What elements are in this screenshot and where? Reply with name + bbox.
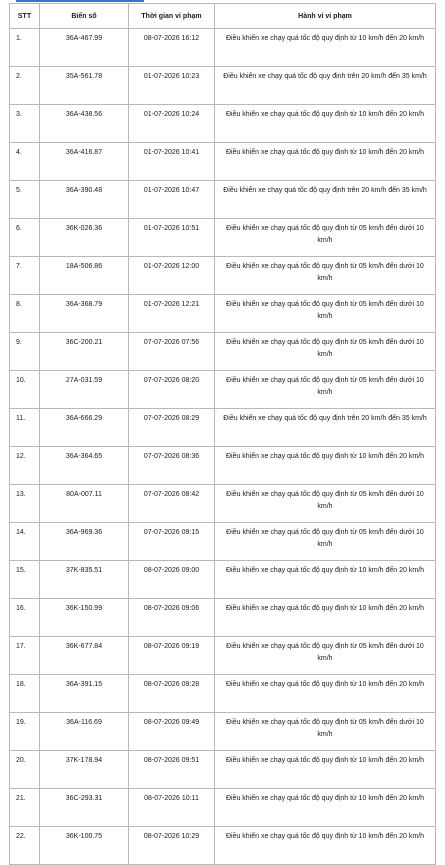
violation-description: Điều khiển xe chạy quá tốc độ quy định từ 10 km/h đến 20 km/h [215, 143, 436, 181]
violation-time: 01-07-2026 10:51 [129, 219, 215, 257]
row-index: 14. [10, 523, 40, 561]
violation-time: 08-07-2026 10:11 [129, 789, 215, 827]
violation-description: Điều khiển xe chạy quá tốc độ quy định từ 10 km/h đến 20 km/h [215, 827, 436, 865]
license-plate: 37K-835.51 [40, 561, 129, 599]
table-row [10, 105, 436, 143]
license-plate: 36K-677.84 [40, 637, 129, 675]
license-plate: 36C-293.31 [40, 789, 129, 827]
license-plate: 36A-969.36 [40, 523, 129, 561]
table-row [10, 561, 436, 599]
violation-description: Điều khiển xe chạy quá tốc độ quy định từ 05 km/h đến dưới 10 km/h [215, 523, 436, 561]
table-row [10, 485, 436, 523]
license-plate: 36K-026.36 [40, 219, 129, 257]
table-row [10, 713, 436, 751]
license-plate: 36A-116.69 [40, 713, 129, 751]
table-row [10, 637, 436, 675]
row-index: 7. [10, 257, 40, 295]
violation-time: 08-07-2026 10:29 [129, 827, 215, 865]
table-row [10, 181, 436, 219]
license-plate: 36C-200.21 [40, 333, 129, 371]
license-plate: 36K-100.75 [40, 827, 129, 865]
violation-time: 08-07-2026 09:51 [129, 751, 215, 789]
row-index: 12. [10, 447, 40, 485]
table-row [10, 675, 436, 713]
violation-description: Điều khiển xe chạy quá tốc độ quy định từ 05 km/h đến dưới 10 km/h [215, 637, 436, 675]
violation-description: Điều khiển xe chạy quá tốc độ quy định từ 05 km/h đến dưới 10 km/h [215, 371, 436, 409]
row-index: 11. [10, 409, 40, 447]
violation-time: 01-07-2026 10:24 [129, 105, 215, 143]
row-index: 5. [10, 181, 40, 219]
table-row [10, 295, 436, 333]
row-index: 3. [10, 105, 40, 143]
violation-description: Điều khiển xe chạy quá tốc độ quy định trên 20 km/h đến 35 km/h [215, 67, 436, 105]
license-plate: 18A-506.86 [40, 257, 129, 295]
header-stt: STT [10, 4, 40, 29]
violation-time: 07-07-2026 08:29 [129, 409, 215, 447]
table-row [10, 599, 436, 637]
violation-description: Điều khiển xe chạy quá tốc độ quy định từ 10 km/h đến 20 km/h [215, 561, 436, 599]
violation-time: 07-07-2026 07:56 [129, 333, 215, 371]
row-index: 4. [10, 143, 40, 181]
header-plate: Biển số [40, 4, 129, 29]
violation-time: 01-07-2026 10:23 [129, 67, 215, 105]
row-index: 1. [10, 29, 40, 67]
violation-description: Điều khiển xe chạy quá tốc độ quy định từ 10 km/h đến 20 km/h [215, 675, 436, 713]
violation-time: 01-07-2026 12:21 [129, 295, 215, 333]
violation-description: Điều khiển xe chạy quá tốc độ quy định từ 05 km/h đến dưới 10 km/h [215, 485, 436, 523]
license-plate: 36A-368.79 [40, 295, 129, 333]
table-row [10, 219, 436, 257]
table-row [10, 789, 436, 827]
header-time: Thời gian vi phạm [129, 4, 215, 29]
license-plate: 36A-467.99 [40, 29, 129, 67]
license-plate: 36A-390.48 [40, 181, 129, 219]
license-plate: 36K-150.99 [40, 599, 129, 637]
table-row [10, 29, 436, 67]
violation-time: 08-07-2026 09:06 [129, 599, 215, 637]
row-index: 2. [10, 67, 40, 105]
violation-description: Điều khiển xe chạy quá tốc độ quy định từ 05 km/h đến dưới 10 km/h [215, 713, 436, 751]
violation-time: 07-07-2026 08:20 [129, 371, 215, 409]
violation-description: Điều khiển xe chạy quá tốc độ quy định từ 10 km/h đến 20 km/h [215, 599, 436, 637]
violation-description: Điều khiển xe chạy quá tốc độ quy định từ 10 km/h đến 20 km/h [215, 29, 436, 67]
violation-description: Điều khiển xe chạy quá tốc độ quy định từ 05 km/h đến dưới 10 km/h [215, 219, 436, 257]
row-index: 13. [10, 485, 40, 523]
license-plate: 36A-364.65 [40, 447, 129, 485]
violation-description: Điều khiển xe chạy quá tốc độ quy định từ 05 km/h đến dưới 10 km/h [215, 333, 436, 371]
table-row [10, 751, 436, 789]
row-index: 16. [10, 599, 40, 637]
violation-description: Điều khiển xe chạy quá tốc độ quy định từ 05 km/h đến dưới 10 km/h [215, 257, 436, 295]
row-index: 18. [10, 675, 40, 713]
violation-time: 08-07-2026 09:49 [129, 713, 215, 751]
license-plate: 80A-007.11 [40, 485, 129, 523]
row-index: 22. [10, 827, 40, 865]
violation-time: 08-07-2026 16:12 [129, 29, 215, 67]
violation-time: 08-07-2026 09:19 [129, 637, 215, 675]
row-index: 10. [10, 371, 40, 409]
license-plate: 27A-031.59 [40, 371, 129, 409]
license-plate: 37K-178.94 [40, 751, 129, 789]
license-plate: 36A-416.87 [40, 143, 129, 181]
violation-time: 07-07-2026 09:15 [129, 523, 215, 561]
violation-description: Điều khiển xe chạy quá tốc độ quy định trên 20 km/h đến 35 km/h [215, 181, 436, 219]
table-row [10, 447, 436, 485]
table-header-row [10, 4, 436, 29]
license-plate: 36A-666.29 [40, 409, 129, 447]
license-plate: 35A-561.78 [40, 67, 129, 105]
row-index: 20. [10, 751, 40, 789]
table-row [10, 257, 436, 295]
license-plate: 36A-391.15 [40, 675, 129, 713]
row-index: 6. [10, 219, 40, 257]
license-plate: 36A-438.56 [40, 105, 129, 143]
table-row [10, 67, 436, 105]
table-row [10, 409, 436, 447]
violation-description: Điều khiển xe chạy quá tốc độ quy định trên 20 km/h đến 35 km/h [215, 409, 436, 447]
row-index: 9. [10, 333, 40, 371]
violation-time: 07-07-2026 08:36 [129, 447, 215, 485]
top-link-underline[interactable] [16, 0, 144, 2]
violation-time: 01-07-2026 10:47 [129, 181, 215, 219]
violation-time: 01-07-2026 10:41 [129, 143, 215, 181]
violation-description: Điều khiển xe chạy quá tốc độ quy định từ 10 km/h đến 20 km/h [215, 447, 436, 485]
header-violation: Hành vi vi phạm [215, 4, 436, 29]
violation-time: 08-07-2026 09:00 [129, 561, 215, 599]
violation-time: 08-07-2026 09:28 [129, 675, 215, 713]
row-index: 17. [10, 637, 40, 675]
violation-description: Điều khiển xe chạy quá tốc độ quy định từ 05 km/h đến dưới 10 km/h [215, 295, 436, 333]
table-row [10, 827, 436, 865]
row-index: 19. [10, 713, 40, 751]
row-index: 21. [10, 789, 40, 827]
row-index: 8. [10, 295, 40, 333]
violation-description: Điều khiển xe chạy quá tốc độ quy định từ 10 km/h đến 20 km/h [215, 789, 436, 827]
violation-time: 07-07-2026 08:42 [129, 485, 215, 523]
row-index: 15. [10, 561, 40, 599]
violation-time: 01-07-2026 12:00 [129, 257, 215, 295]
table-row [10, 523, 436, 561]
table-row [10, 371, 436, 409]
table-row [10, 333, 436, 371]
violations-table [9, 3, 436, 865]
violation-description: Điều khiển xe chạy quá tốc độ quy định từ 10 km/h đến 20 km/h [215, 751, 436, 789]
table-row [10, 143, 436, 181]
violation-description: Điều khiển xe chạy quá tốc độ quy định từ 10 km/h đến 20 km/h [215, 105, 436, 143]
